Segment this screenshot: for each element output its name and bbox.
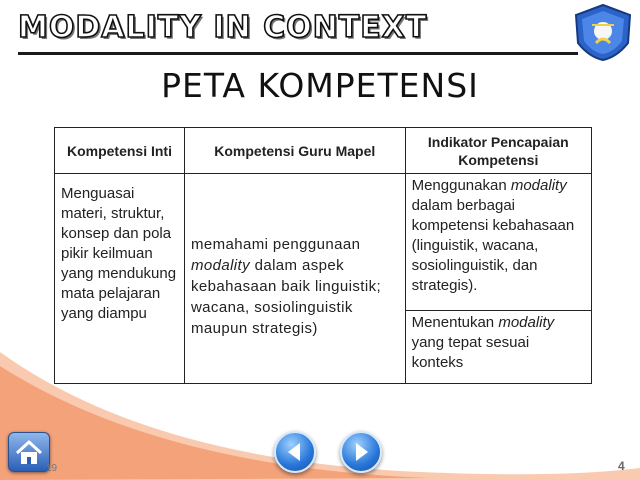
home-button[interactable] [8,432,50,472]
slide-title: PETA KOMPETENSI [161,66,479,105]
modality-emphasis: modality [190,257,251,274]
column-header-indikator: Indikator Pencapaian Kompetensi [405,128,591,174]
cell-indikator-1 [405,174,591,311]
cell-text: Menggunakan [411,177,511,195]
header-divider [18,52,578,55]
previous-slide-button[interactable] [274,431,316,473]
cell-text: Menentukan [411,314,499,332]
table-header-row [55,128,592,174]
competency-table [54,127,592,384]
footer-small-number: 19 [46,463,58,474]
modality-emphasis: modality [498,314,555,332]
tut-wuri-handayani-logo [572,3,634,61]
cell-text: yang tepat sesuai konteks [411,334,530,372]
cell-kompetensi-inti: Menguasai materi, struktur, konsep dan pola pikir keilmuan yang mendukung mata pelajaran yang diampu [55,174,185,384]
arrow-right-icon [342,433,380,471]
cell-kompetensi-guru-mapel [184,174,405,384]
column-header-kompetensi-inti: Kompetensi Inti [55,128,185,174]
modality-emphasis: modality [510,177,567,195]
header-title: MODALITY IN CONTEXT [18,10,428,45]
next-slide-button[interactable] [340,431,382,473]
cell-text: dalam berbagai kompetensi kebahasaan (linguistik, wacana, sosiolinguistik, dan strategis). [411,197,575,295]
cell-text: memahami penggunaan [190,236,361,253]
column-header-kompetensi-guru-mapel: Kompetensi Guru Mapel [184,128,405,174]
table-row [55,174,592,311]
home-icon [9,433,49,471]
cell-text: dalam aspek kebahasaan baik linguistik; wacana, sosiolinguistik maupun strategis) [190,257,382,337]
cell-indikator-2 [405,311,591,384]
page-number: 4 [618,459,625,473]
arrow-left-icon [276,433,314,471]
